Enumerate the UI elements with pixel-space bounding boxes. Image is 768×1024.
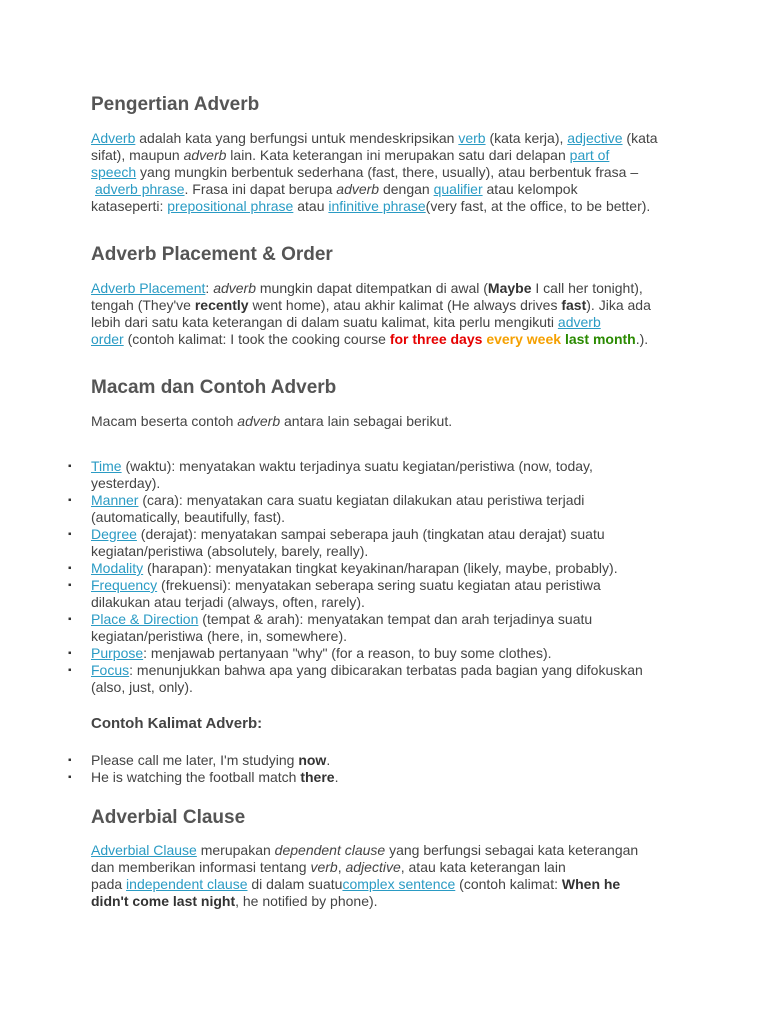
link-adverb-phrase[interactable]: adverb phrase [95,181,185,197]
text-line: kataseperti: prepositional phrase atau infinitive phrase(very fast, at the office, to be better). [91,198,651,214]
paragraph-placement [91,280,691,348]
bullet-icon: ▪ [68,614,72,625]
heading-contoh-kalimat: Contoh Kalimat Adverb: [91,715,263,732]
link-frequency[interactable]: Frequency [91,577,158,593]
link-purpose[interactable]: Purpose [91,645,144,661]
text-line: Macam beserta contoh adverb antara lain sebagai berikut. [91,413,453,429]
text-line: Adverb Placement: adverb mungkin dapat ditempatkan di awal (Maybe I call her tonight), [91,280,643,296]
list-item: ▪ Modality (harapan): menyatakan tingkat keyakinan/harapan (likely, maybe, probably). [68,560,618,576]
text-line: sifat), maupun adverb lain. Kata keterangan ini merupakan satu dari delapan part of [91,147,610,163]
link-prepositional-phrase[interactable]: prepositional phrase [167,198,294,214]
text-line: speech yang mungkin berbentuk sederhana (fast, there, usually), atau berbentuk frasa – [91,164,639,180]
bullet-icon: ▪ [68,772,72,783]
text-line: adverb phrase. Frasa ini dapat berupa adverb dengan qualifier atau kelompok [95,181,578,197]
bullet-icon: ▪ [68,665,72,676]
bullet-icon: ▪ [68,580,72,591]
link-modality[interactable]: Modality [91,560,144,576]
link-time[interactable]: Time [91,458,122,474]
list-item: ▪ Purpose: menjawab pertanyaan "why" (for a reason, to buy some clothes). [68,645,552,661]
link-adjective[interactable]: adjective [567,130,623,146]
link-adverb-placement[interactable]: Adverb Placement [91,280,206,296]
link-adverb-order[interactable]: adverb [557,314,601,330]
paragraph-adverbial-clause [91,842,691,910]
bullet-icon: ▪ [68,648,72,659]
text-line: pada independent clause di dalam suatucomplex sentence (contoh kalimat: When he [91,876,621,892]
link-part-of-speech[interactable]: speech [91,164,137,180]
link-complex-sentence[interactable]: complex sentence [342,876,456,892]
text-line: lebih dari satu kata keterangan di dalam suatu kalimat, kita perlu mengikuti adverb [91,314,601,330]
link-place-direction[interactable]: Place & Direction [91,611,199,627]
link-adverb[interactable]: Adverb [91,130,136,146]
link-infinitive-phrase[interactable]: infinitive phrase [328,198,426,214]
list-item: ▪ Manner (cara): menyatakan cara suatu kegiatan dilakukan atau peristiwa terjadi (automatically, beautifully, fast). [68,492,585,525]
text-line: Adverb adalah kata yang berfungsi untuk mendeskripsikan verb (kata kerja), adjective (kata [91,130,658,146]
bullet-icon: ▪ [68,755,72,766]
text-line: Adverbial Clause merupakan dependent clause yang berfungsi sebagai kata keterangan [91,842,639,858]
text-line: dan memberikan informasi tentang verb, adjective, atau kata keterangan lain [91,859,566,875]
link-qualifier[interactable]: qualifier [433,181,483,197]
heading-adverbial-clause: Adverbial Clause [91,807,246,828]
text-line: order (contoh kalimat: I took the cooking course for three days every week last month.). [91,331,649,347]
link-independent-clause[interactable]: independent clause [126,876,248,892]
heading-pengertian-adverb: Pengertian Adverb [91,94,260,115]
paragraph-pengertian [91,130,691,215]
adverb-types-list [68,458,688,696]
list-item: ▪ Time (waktu): menyatakan waktu terjadinya suatu kegiatan/peristiwa (now, today, yesterday). [68,458,593,491]
link-verb[interactable]: verb [458,130,486,146]
list-item: ▪ Frequency (frekuensi): menyatakan seberapa sering suatu kegiatan atau peristiwa dilakukan atau terjadi (always, often, rarely). [68,577,601,610]
link-manner[interactable]: Manner [91,492,139,508]
bullet-icon: ▪ [68,563,72,574]
bullet-icon: ▪ [68,495,72,506]
link-adverbial-clause[interactable]: Adverbial Clause [91,842,197,858]
heading-macam-adverb: Macam dan Contoh Adverb [91,377,337,398]
link-degree[interactable]: Degree [91,526,137,542]
list-item: ▪ Degree (derajat): menyatakan sampai seberapa jauh (tingkatan atau derajat) suatu kegiatan/peristiwa (absolutely, barely, really). [68,526,605,559]
list-item: ▪ Please call me later, I'm studying now. [68,752,331,768]
bullet-icon: ▪ [68,461,72,472]
text-line: tengah (They've recently went home), atau akhir kalimat (He always drives fast). Jika ada [91,297,651,313]
list-item: ▪ He is watching the football match there. [68,769,339,785]
list-item: ▪ Place & Direction (tempat & arah): menyatakan tempat dan arah terjadinya suatu kegiatan/peristiwa (here, in, somewhere). [68,611,593,644]
example-sentences-list [68,752,688,786]
paragraph-macam-intro [91,413,691,430]
link-adverb-order[interactable]: order [91,331,124,347]
list-item: ▪ Focus: menunjukkan bahwa apa yang dibicarakan terbatas pada bagian yang difokuskan (also, just, only). [68,662,643,695]
heading-adverb-placement: Adverb Placement & Order [91,244,333,265]
bullet-icon: ▪ [68,529,72,540]
link-part-of-speech[interactable]: part of [569,147,610,163]
text-line: didn't come last night, he notified by phone). [91,893,378,909]
link-focus[interactable]: Focus [91,662,130,678]
